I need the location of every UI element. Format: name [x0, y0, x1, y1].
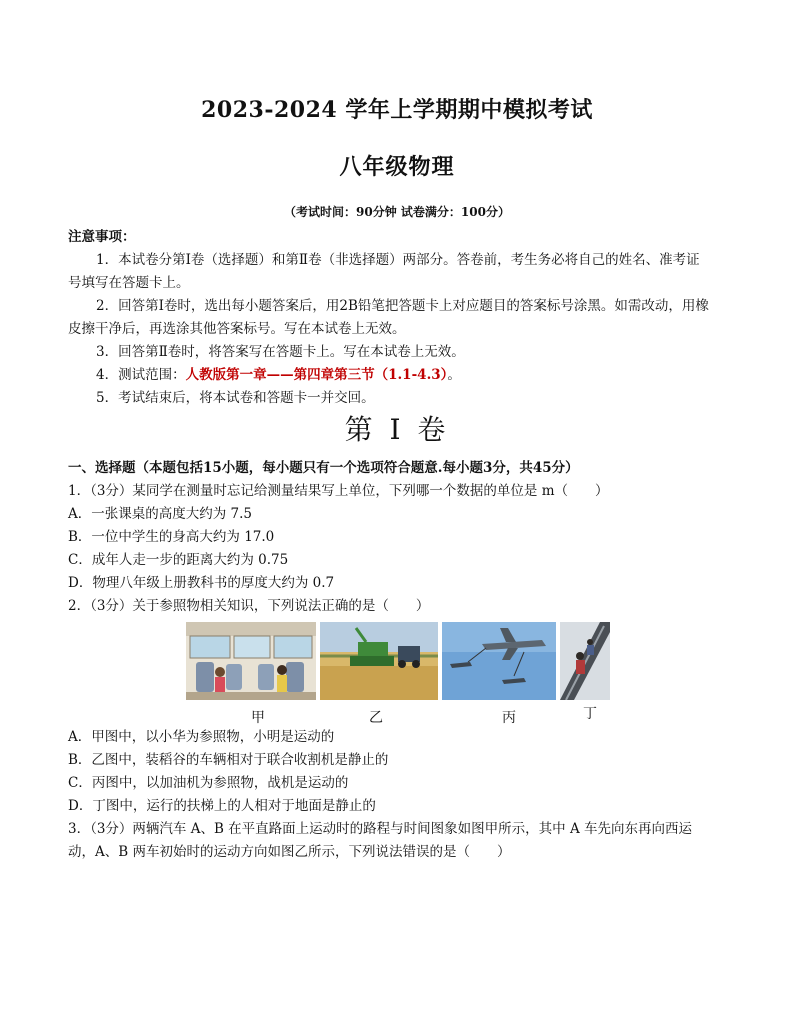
exam-title: 2023-2024 学年上学期期中模拟考试: [201, 97, 593, 123]
question-2-stem: 2．（3分）关于参照物相关知识，下列说法正确的是（ ）: [68, 598, 430, 614]
question-3-stem-line-2: 动，A、B 两车初始时的运动方向如图乙所示，下列说法错误的是（ ）: [68, 844, 511, 860]
question-2-option-c: C．丙图中，以加油机为参照物，战机是运动的: [68, 775, 349, 791]
escalator-image: [560, 622, 610, 700]
question-3-stem-line-1: 3．（3分）两辆汽车 A、B 在平直路面上运动时的路程与时间图象如图甲所示，其中 A 车先向东再向西运: [68, 821, 693, 837]
harvester-image: [320, 622, 438, 700]
question-1-option-a: A．一张课桌的高度大约为 7.5: [68, 506, 253, 522]
aerial-refueling-image: [442, 622, 556, 700]
note-line-1: 1．本试卷分第Ⅰ卷（选择题）和第Ⅱ卷（非选择题）两部分。答卷前，考生务必将自己的姓名、准考证: [96, 252, 700, 268]
notes-heading: 注意事项：: [68, 229, 136, 245]
exam-subject: 八年级物理: [339, 154, 455, 180]
scope-value: 人教版第一章——第四章第三节（1.1-4.3）: [185, 367, 448, 383]
question-2-option-b: B．乙图中，装稻谷的车辆相对于联合收割机是静止的: [68, 752, 389, 768]
question-1-option-c: C．成年人走一步的距离大约为 0.75: [68, 552, 289, 568]
scope-suffix: 。: [447, 367, 461, 383]
note-line-5: 5．考试结束后，将本试卷和答题卡一并交回。: [96, 390, 375, 406]
question-2-option-d: D．丁图中，运行的扶梯上的人相对于地面是静止的: [68, 798, 376, 814]
note-line-2: 2．回答第Ⅰ卷时，选出每小题答案后，用2B铅笔把答题卡上对应题目的答案标号涂黑。如需改动，用橡: [96, 298, 709, 314]
figure-caption-ding: 丁: [583, 706, 597, 722]
bus-interior-image: [186, 622, 316, 700]
note-line-1-cont: 号填写在答题卡上。: [68, 275, 190, 291]
figure-caption-jia: 甲: [251, 710, 265, 726]
note-line-3: 3．回答第Ⅱ卷时，将答案写在答题卡上。写在本试卷上无效。: [96, 344, 465, 360]
note-line-4: [96, 366, 726, 384]
question-1-stem: 1．（3分）某同学在测量时忘记给测量结果写上单位，下列哪一个数据的单位是 m（ ）: [68, 483, 609, 499]
section-title: 第 I 卷: [344, 413, 450, 446]
figure-caption-yi: 乙: [369, 710, 383, 726]
figure-caption-bing: 丙: [502, 710, 516, 726]
exam-time-info: （考试时间：90分钟 试卷满分：100分）: [284, 205, 510, 219]
question-1-option-b: B．一位中学生的身高大约为 17.0: [68, 529, 275, 545]
scope-prefix: 4．测试范围：: [96, 367, 186, 383]
question-2-option-a: A．甲图中，以小华为参照物，小明是运动的: [68, 729, 335, 745]
part-heading: 一、选择题（本题包括15小题，每小题只有一个选项符合题意.每小题3分，共45分）: [68, 460, 579, 476]
note-line-2-cont: 皮擦干净后，再选涂其他答案标号。写在本试卷上无效。: [68, 321, 406, 337]
question-1-option-d: D．物理八年级上册教科书的厚度大约为 0.7: [68, 575, 335, 591]
